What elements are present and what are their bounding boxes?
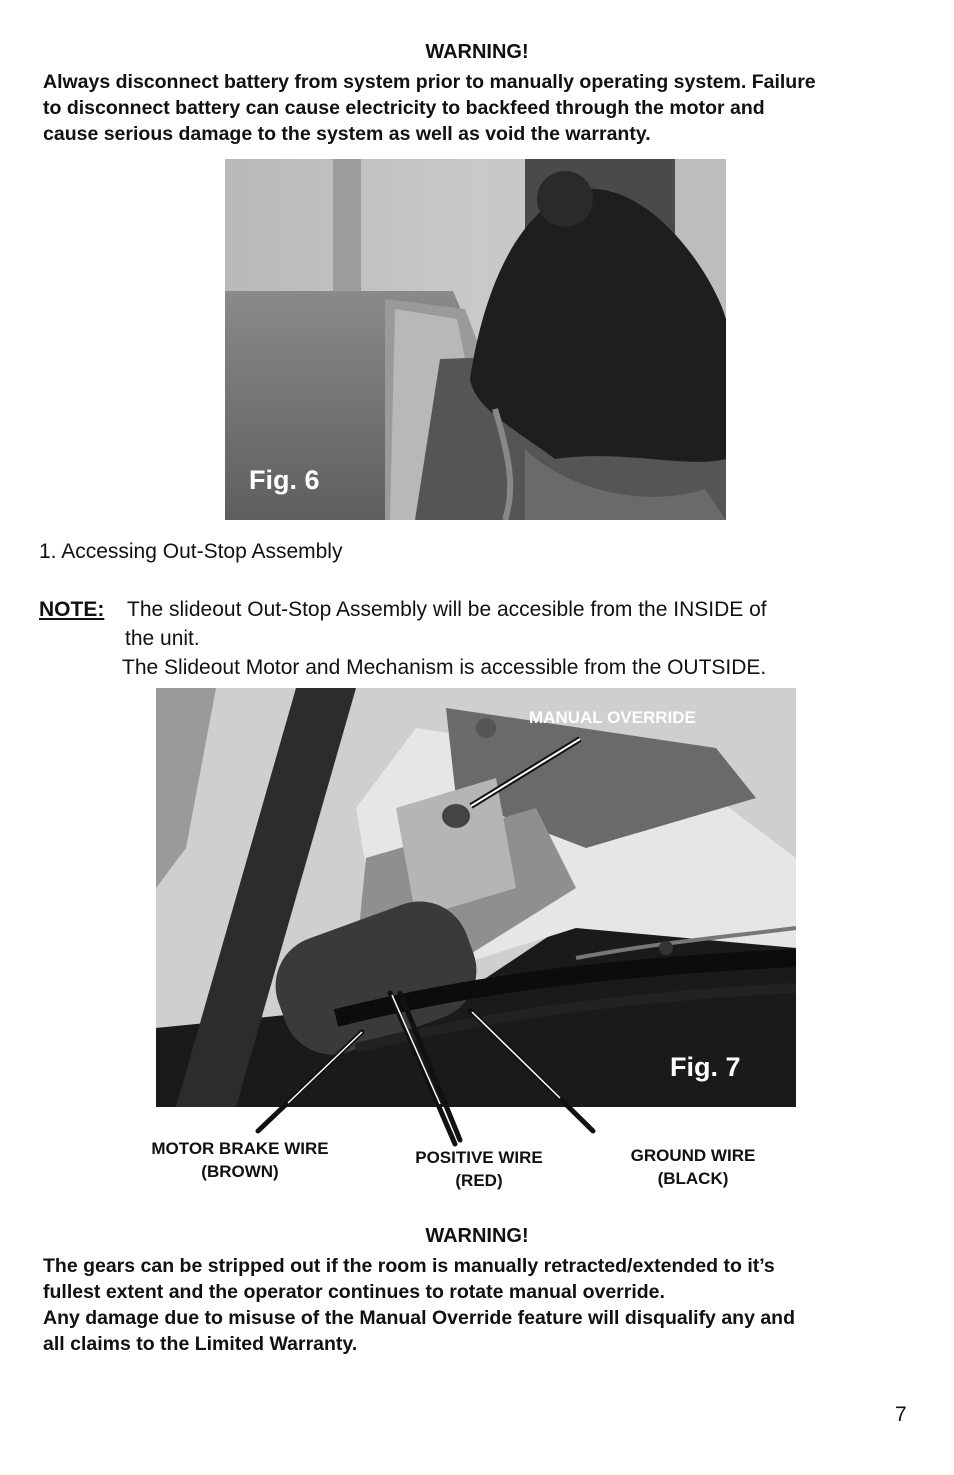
figure-7-label: Fig. 7 — [670, 1052, 741, 1082]
manual-override-callout: MANUAL OVERRIDE — [529, 708, 696, 727]
bottom-warning-line: The gears can be stripped out if the room is manually retracted/extended to it’s — [43, 1255, 775, 1277]
note-line-3: The Slideout Motor and Mechanism is accessible from the OUTSIDE. — [122, 656, 767, 679]
motor-brake-wire-callout: MOTOR BRAKE WIRE (BROWN) — [151, 1139, 329, 1181]
bottom-warning-title: WARNING! — [425, 1225, 529, 1247]
bottom-warning-line: all claims to the Limited Warranty. — [43, 1333, 358, 1355]
top-warning-line: cause serious damage to the system as well as void the warranty. — [43, 123, 651, 145]
note-label: NOTE: — [39, 598, 105, 621]
positive-wire-leader-b — [400, 993, 460, 1140]
bottom-warning-line: fullest extent and the operator continues to rotate manual override. — [43, 1281, 665, 1303]
note-line-2: the unit. — [125, 627, 200, 650]
bottom-warning-text — [43, 1253, 923, 1357]
bottom-warning-line: Any damage due to misuse of the Manual Override feature will disqualify any and — [43, 1307, 796, 1329]
positive-wire-callout: POSITIVE WIRE (RED) — [415, 1148, 543, 1190]
top-warning-line: to disconnect battery can cause electricity to backfeed through the motor and — [43, 97, 765, 119]
positive-wire-leader-a — [390, 993, 455, 1144]
figure-6-label: Fig. 6 — [249, 465, 320, 495]
top-warning-title: WARNING! — [425, 41, 529, 63]
page-number: 7 — [895, 1403, 907, 1426]
ground-wire-callout: GROUND WIRE (BLACK) — [630, 1146, 756, 1188]
step-1-heading: 1. Accessing Out-Stop Assembly — [39, 540, 343, 563]
note-line-1: The slideout Out-Stop Assembly will be accesible from the INSIDE of — [127, 598, 767, 621]
top-warning-line: Always disconnect battery from system prior to manually operating system. Failure — [43, 71, 816, 93]
